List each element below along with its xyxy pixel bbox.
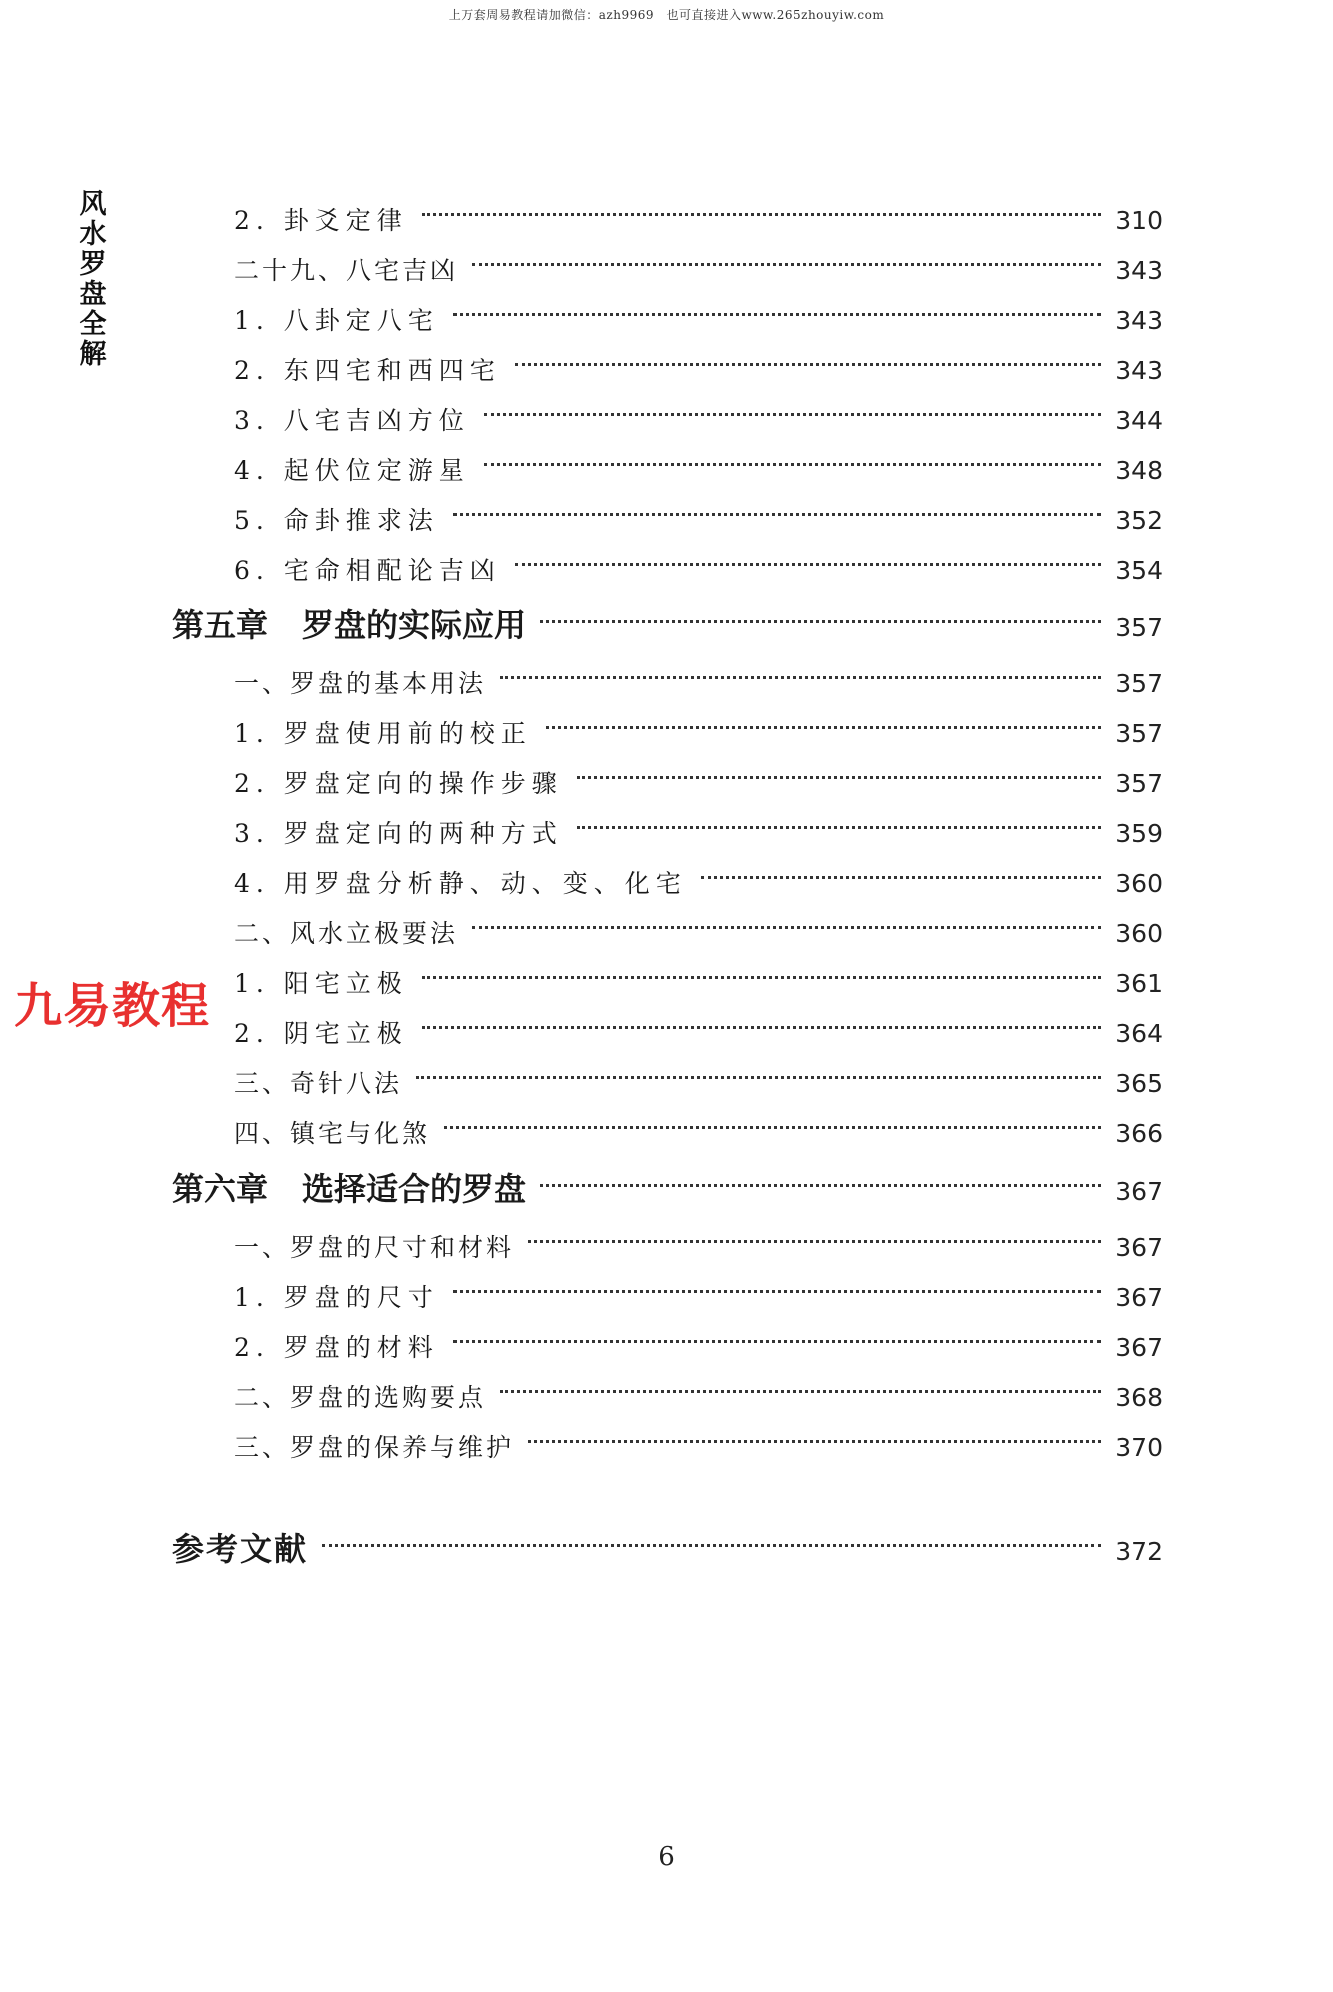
toc-entry[interactable] — [234, 285, 1163, 335]
toc-entry[interactable] — [234, 648, 1163, 698]
side-title-char: 解 — [79, 339, 107, 370]
toc-entry-page: 310 — [1115, 206, 1163, 235]
dot-leader — [416, 1048, 1101, 1092]
chapter-number: 第五章 — [172, 606, 269, 644]
toc-entry-label: 参考文献 — [172, 1530, 309, 1568]
toc-entry-page: 367 — [1115, 1233, 1163, 1262]
toc-entry-label: 二、风水立极要法 — [234, 919, 459, 948]
toc-entry[interactable] — [234, 748, 1163, 798]
toc-entry[interactable] — [234, 948, 1163, 998]
dot-leader — [422, 998, 1101, 1042]
page-number: 6 — [658, 1842, 675, 1872]
toc-entry-page: 361 — [1115, 969, 1163, 998]
toc-entry-page: 370 — [1115, 1433, 1163, 1462]
dot-leader — [546, 698, 1101, 742]
dot-leader — [484, 385, 1101, 429]
watermark: 九易教程 — [14, 978, 211, 1034]
toc-entry[interactable] — [234, 535, 1163, 585]
toc-entry[interactable] — [234, 698, 1163, 748]
toc-entry[interactable] — [234, 848, 1163, 898]
toc-entry-label: 6. 宅命相配论吉凶 — [234, 556, 501, 585]
toc-entry-label: 3. 罗盘定向的两种方式 — [234, 819, 563, 848]
toc-entry-page: 344 — [1115, 406, 1163, 435]
dot-leader — [515, 335, 1101, 379]
top-banner: 上万套周易教程请加微信：azh9969 也可直接进入www.265zhouyiw.com — [448, 8, 885, 22]
chapter-heading — [172, 1167, 526, 1211]
toc-entry-page: 365 — [1115, 1069, 1163, 1098]
toc-entry-page: 354 — [1115, 556, 1163, 585]
toc-entry-label: 1. 罗盘使用前的校正 — [234, 719, 532, 748]
toc-entry-page: 364 — [1115, 1019, 1163, 1048]
side-title-char: 水 — [79, 219, 107, 250]
toc-entry-label: 2. 罗盘定向的操作步骤 — [234, 769, 563, 798]
dot-leader — [500, 648, 1101, 692]
dot-leader — [453, 485, 1101, 529]
toc-entry-page: 367 — [1115, 1333, 1163, 1362]
toc-entry-page: 343 — [1115, 356, 1163, 385]
side-title-char: 全 — [79, 309, 107, 340]
toc-entry[interactable] — [234, 335, 1163, 385]
toc-entry[interactable] — [234, 798, 1163, 848]
toc-entry-page: 357 — [1115, 719, 1163, 748]
toc-entry-label: 4. 用罗盘分析静、动、变、化宅 — [234, 869, 687, 898]
toc-entry-label: 1. 阳宅立极 — [234, 969, 408, 998]
toc-entry-page: 360 — [1115, 869, 1163, 898]
toc-entry[interactable] — [234, 185, 1163, 235]
toc-entry-label: 4. 起伏位定游星 — [234, 456, 470, 485]
dot-leader — [484, 435, 1101, 479]
toc-entry-label: 2. 阴宅立极 — [234, 1019, 408, 1048]
toc-references[interactable] — [172, 1516, 1163, 1568]
dot-leader — [540, 592, 1101, 636]
dot-leader — [701, 848, 1101, 892]
toc-entry[interactable] — [234, 1048, 1163, 1098]
toc-chapter-6[interactable] — [172, 1156, 1163, 1208]
dot-leader — [422, 185, 1101, 229]
toc-entry-page: 357 — [1115, 669, 1163, 698]
dot-leader — [528, 1212, 1101, 1256]
toc-entry-label: 二、罗盘的选购要点 — [234, 1383, 487, 1412]
dot-leader — [577, 748, 1101, 792]
chapter-title: 选择适合的罗盘 — [302, 1170, 527, 1208]
dot-leader — [453, 1312, 1101, 1356]
toc-entry-page: 368 — [1115, 1383, 1163, 1412]
side-title-char: 罗 — [79, 249, 107, 280]
toc-entry[interactable] — [234, 1312, 1163, 1362]
side-title-char: 盘 — [79, 279, 107, 310]
dot-leader — [444, 1098, 1101, 1142]
toc-entry-label: 1. 八卦定八宅 — [234, 306, 439, 335]
toc-entry-page: 343 — [1115, 256, 1163, 285]
dot-leader — [422, 948, 1101, 992]
chapter-heading — [172, 603, 526, 647]
toc-entry-page: 367 — [1115, 1177, 1163, 1206]
toc-entry-page: 360 — [1115, 919, 1163, 948]
toc-entry-label: 四、镇宅与化煞 — [234, 1119, 431, 1148]
toc-entry-label: 三、罗盘的保养与维护 — [234, 1433, 515, 1462]
toc-entry-label: 2. 卦爻定律 — [234, 206, 408, 235]
toc-entry[interactable] — [234, 485, 1163, 535]
toc-entry-page: 357 — [1115, 769, 1163, 798]
toc-entry-page: 357 — [1115, 613, 1163, 642]
dot-leader — [500, 1362, 1101, 1406]
dot-leader — [528, 1412, 1101, 1456]
toc-entry[interactable] — [234, 1362, 1163, 1412]
toc-entry-page: 343 — [1115, 306, 1163, 335]
toc-entry[interactable] — [234, 1412, 1163, 1462]
toc-entry[interactable] — [234, 235, 1163, 285]
toc-entry[interactable] — [234, 1212, 1163, 1262]
toc-entry-label: 2. 罗盘的材料 — [234, 1333, 439, 1362]
toc-entry[interactable] — [234, 998, 1163, 1048]
dot-leader — [472, 898, 1101, 942]
toc-entry-label: 3. 八宅吉凶方位 — [234, 406, 470, 435]
toc-entry-label: 2. 东四宅和西四宅 — [234, 356, 501, 385]
toc-entry-page: 359 — [1115, 819, 1163, 848]
toc-entry-label: 一、罗盘的基本用法 — [234, 669, 487, 698]
dot-leader — [453, 1262, 1101, 1306]
toc-entry-label: 5. 命卦推求法 — [234, 506, 439, 535]
toc-entry-label: 一、罗盘的尺寸和材料 — [234, 1233, 515, 1262]
dot-leader — [322, 1516, 1101, 1560]
toc-chapter-5[interactable] — [172, 592, 1163, 644]
dot-leader — [515, 535, 1101, 579]
dot-leader — [540, 1156, 1101, 1200]
toc-entry-page: 366 — [1115, 1119, 1163, 1148]
toc-entry-page: 367 — [1115, 1283, 1163, 1312]
toc-entry[interactable] — [234, 1098, 1163, 1148]
toc-entry-page: 372 — [1115, 1537, 1163, 1566]
dot-leader — [577, 798, 1101, 842]
dot-leader — [453, 285, 1101, 329]
toc-entry-label: 二十九、八宅吉凶 — [234, 256, 459, 285]
toc-entry-page: 348 — [1115, 456, 1163, 485]
toc-entry-page: 352 — [1115, 506, 1163, 535]
toc-entry[interactable] — [234, 898, 1163, 948]
chapter-number: 第六章 — [172, 1170, 269, 1208]
chapter-title: 罗盘的实际应用 — [302, 606, 527, 644]
toc-entry-label: 三、奇针八法 — [234, 1069, 403, 1098]
side-title-char: 风 — [79, 189, 107, 220]
toc-entry[interactable] — [234, 385, 1163, 435]
toc-entry[interactable] — [234, 1262, 1163, 1312]
toc-entry-label: 1. 罗盘的尺寸 — [234, 1283, 439, 1312]
toc-entry[interactable] — [234, 435, 1163, 485]
dot-leader — [472, 235, 1101, 279]
